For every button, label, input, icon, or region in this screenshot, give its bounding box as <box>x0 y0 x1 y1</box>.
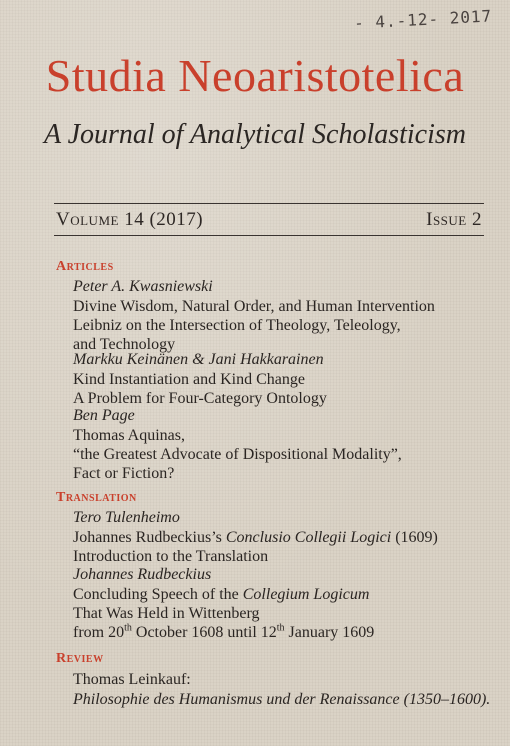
article-entry <box>73 350 493 408</box>
journal-subtitle: A Journal of Analytical Scholasticism <box>43 119 467 150</box>
translation-title-line: Johannes Rudbeckius’s Conclusio Collegii Logici (1609) <box>73 529 438 546</box>
issue-label: Issue 2 <box>426 209 482 230</box>
review-book-title: Philosophie des Humanismus und der Renaissance (1350–1600). <box>73 691 491 708</box>
article-title-line: Thomas Aquinas, <box>73 427 185 444</box>
article-title-line: Fact or Fiction? <box>73 465 175 482</box>
translation-author: Johannes Rudbeckius <box>73 566 212 583</box>
article-title-line: “the Greatest Advocate of Dispositional Modality”, <box>73 446 402 463</box>
divider-bottom <box>54 235 484 236</box>
article-title-line: and Technology <box>73 336 176 353</box>
article-author: Peter A. Kwasniewski <box>73 278 213 295</box>
section-heading-review: Review <box>56 651 104 666</box>
divider-top <box>54 203 484 204</box>
translation-author: Tero Tulenheimo <box>73 509 180 526</box>
article-title-line: Divine Wisdom, Natural Order, and Human Intervention <box>73 298 435 315</box>
translation-title-line: Introduction to the Translation <box>73 548 269 565</box>
section-heading-translation: Translation <box>56 490 137 505</box>
translation-title-line: That Was Held in Wittenberg <box>73 605 260 622</box>
article-entry <box>73 277 493 354</box>
article-author: Ben Page <box>73 407 135 424</box>
volume-label: Volume 14 (2017) <box>56 209 204 230</box>
article-title-line: A Problem for Four-Category Ontology <box>73 390 327 407</box>
translation-title-line: from 20th October 1608 until 12th January 1609 <box>73 622 375 641</box>
article-author: Markku Keinänen & Jani Hakkarainen <box>73 351 324 368</box>
article-title-line: Leibniz on the Intersection of Theology, Teleology, <box>73 317 401 334</box>
translation-title-line: Concluding Speech of the Collegium Logicum <box>73 586 370 603</box>
review-entry <box>73 670 493 709</box>
translation-entry <box>73 565 493 642</box>
section-heading-articles: Articles <box>56 259 114 274</box>
review-author: Thomas Leinkauf: <box>73 671 191 688</box>
article-title-line: Kind Instantiation and Kind Change <box>73 371 305 388</box>
translation-entry <box>73 508 493 566</box>
article-entry <box>73 406 493 483</box>
journal-title: Studia Neoaristotelica <box>45 50 465 101</box>
date-stamp: - 4.-12- 2017 <box>353 6 493 33</box>
